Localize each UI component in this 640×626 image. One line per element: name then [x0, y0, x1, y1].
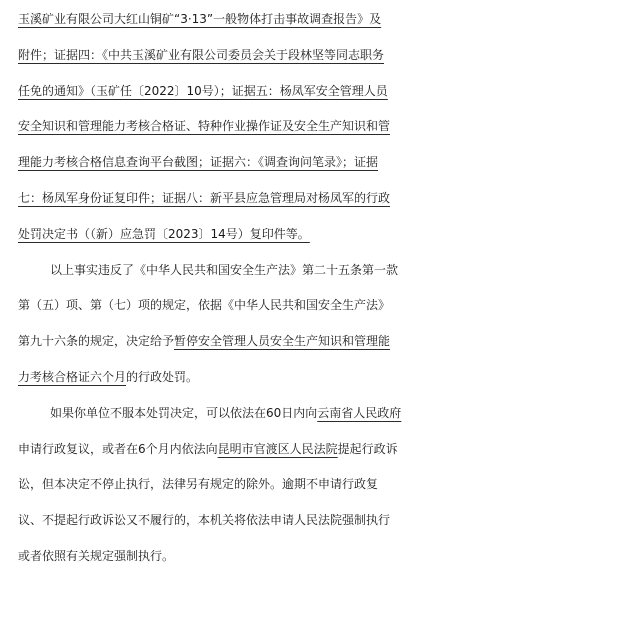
penalty-text: 力考核合格证六个月: [18, 369, 127, 384]
text-segment: 理能力考核合格信息查询平台截图；证据六：《调查询问笔录》；证据: [18, 155, 379, 170]
text-segment: 第（五）项、第（七）项的规定，依据《中华人民共和国安全生产法》: [18, 298, 391, 313]
text-segment: 如果你单位不服本处罚决定，可以依法在60日内向: [50, 405, 318, 420]
text-segment: 第九十六条的规定，决定给予: [18, 334, 175, 349]
text-line-4: [0, 109, 640, 145]
penalty-text: 暂停安全管理人员安全生产知识和管理能: [174, 334, 391, 349]
text-segment: 任免的通知》（玉矿任〔2022〕10号）；证据五：杨凤军安全管理人员: [18, 83, 388, 98]
text-segment: 讼，但本决定不停止执行，法律另有规定的除外。逾期不申请行政复: [18, 477, 379, 492]
text-line-6: [0, 181, 640, 217]
text-segment: 七：杨凤军身份证复印件；证据八：新平县应急管理局对杨凤军的行政: [18, 190, 391, 205]
text-segment: 处罚决定书（（新）应急罚〔2023〕14号）复印件等。: [18, 226, 310, 241]
court-name: 昆明市官渡区人民法院: [217, 441, 338, 456]
text-segment: 以上事实违反了《中华人民共和国安全生产法》第二十五条第一款: [50, 262, 399, 277]
text-segment: 的行政处罚。: [126, 369, 199, 384]
text-line-9: [0, 288, 640, 324]
text-segment: 附件；证据四：《中共玉溪矿业有限公司委员会关于段林坚等同志职务: [18, 47, 385, 62]
text-line-16: [0, 539, 640, 575]
text-line-11: [0, 360, 640, 396]
text-line-2: [0, 38, 640, 74]
text-segment: 玉溪矿业有限公司大红山铜矿“3·13”一般物体打击事故调查报告》及: [18, 12, 382, 26]
text-segment: 安全知识和管理能力考核合格证、特种作业操作证及安全生产知识和管: [18, 119, 391, 134]
text-line-3: [0, 74, 640, 110]
text-line-10: [0, 324, 640, 360]
text-segment: 或者依照有关规定强制执行。: [18, 548, 175, 563]
government-name: 云南省人民政府: [317, 405, 402, 420]
text-line-5: [0, 145, 640, 181]
text-segment: 议、不提起行政诉讼又不履行的，本机关将依法申请人民法院强制执行: [18, 513, 391, 528]
paragraph-start-line: [0, 253, 640, 289]
text-line-1: [0, 2, 640, 38]
text-segment: 提起行政诉: [337, 441, 398, 456]
text-line-7: [0, 217, 640, 253]
paragraph-start-line: [0, 396, 640, 432]
text-line-15: [0, 503, 640, 539]
text-line-13: [0, 432, 640, 468]
text-segment: 申请行政复议，或者在6个月内依法向: [18, 441, 218, 456]
text-line-14: [0, 467, 640, 503]
